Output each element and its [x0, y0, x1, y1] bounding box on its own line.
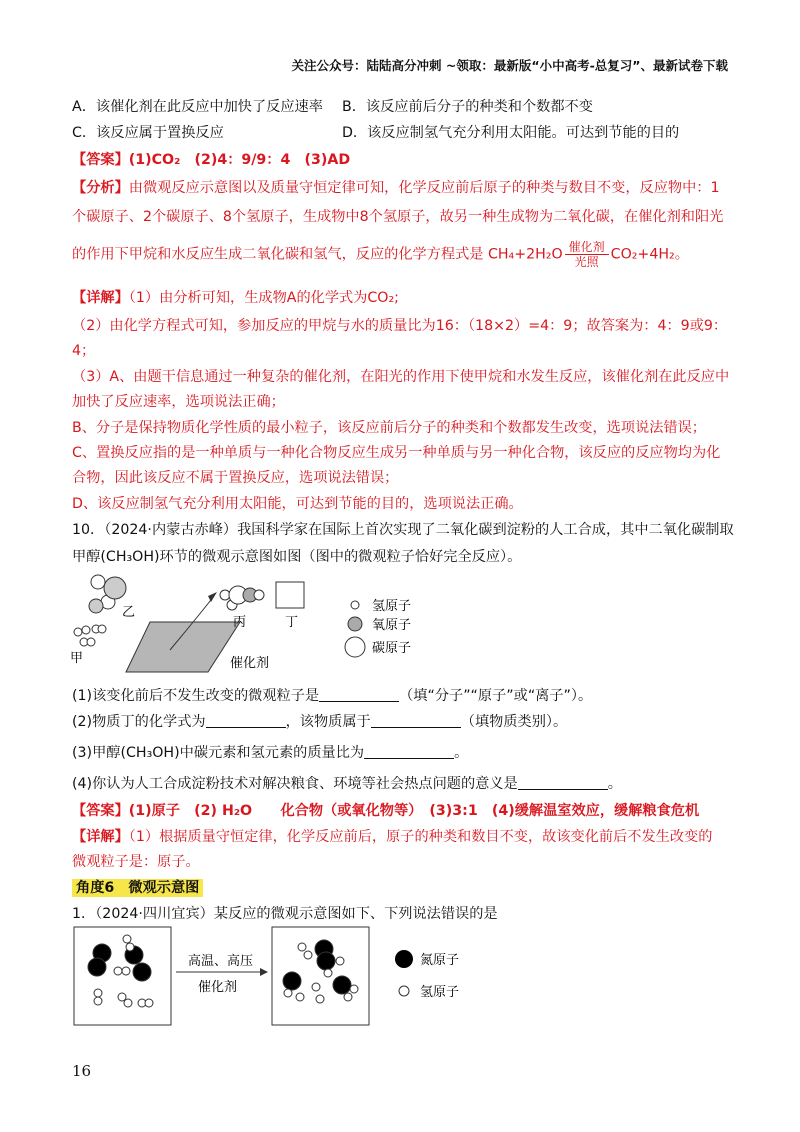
blank-2b[interactable]: [371, 713, 461, 728]
methanol-diagram: [70, 574, 470, 684]
q10-sub-3: (3)甲醇(CH₃OH)中碳元素和氢元素的质量比为 。: [72, 745, 469, 761]
blank-3[interactable]: [364, 744, 454, 759]
detail-1-line-7: C、置换反应指的是一种单质与一种化合物反应生成另一种单质与另一种化合物，该反应的反应物均为化: [72, 445, 721, 461]
answer-text: (1)CO₂ (2)4：9/9：4 (3)AD: [128, 152, 351, 168]
q10-sub-4: (4)你认为人工合成淀粉技术对解决粮食、环境等社会热点问题的意义是 。: [72, 776, 622, 792]
detail-1-line-1: 【详解】（1）由分析可知，生成物A的化学式为CO₂;: [72, 290, 399, 306]
option-a: A．该催化剂在此反应中加快了反应速率: [72, 99, 323, 115]
question-10-line-2: 甲醇(CH₃OH)环节的微观示意图如图（图中的微观粒子恰好完全反应）。: [72, 549, 522, 565]
legend-nitrogen: 氮原子: [420, 953, 460, 968]
option-b: B．该反应前后分子的种类和个数都不变: [342, 99, 593, 115]
label-ding: 丁: [285, 615, 299, 630]
legend-hydrogen-2: 氢原子: [420, 985, 460, 1000]
answer-1: [72, 150, 350, 170]
analysis-line-3: 的作用下甲烷和水反应生成二氧化碳和氢气，反应的化学方程式是 CH₄+2H₂O $\frac{\text{催化剂}}{\text{光照}}$ CO₂+4H₂。: [72, 240, 689, 269]
page-header: 关注公众号：陆陆高分冲刺 ~领取：最新版“小中高考-总复习”、最新试卷下载: [291, 58, 728, 73]
detail-1-line-3: 4；: [72, 343, 96, 359]
legend-oxygen: 氧原子: [372, 618, 412, 633]
label-yi: 乙: [122, 605, 136, 620]
legend-hydrogen: 氢原子: [372, 599, 412, 614]
blank-2a[interactable]: [206, 713, 286, 728]
condition-high-temp-pressure: 高温、高压: [188, 954, 254, 969]
detail-1-line-8: 合物，因此该反应不属于置换反应，选项说法错误；: [72, 470, 399, 486]
label-bing: 丙: [233, 615, 247, 630]
section-heading: 角度6 微观示意图: [72, 878, 203, 898]
detail-1-line-6: B、分子是保持物质化学性质的最小粒子，该反应前后分子的种类和个数都发生改变，选项说法错误；: [72, 420, 706, 436]
ammonia-diagram: [70, 925, 490, 1030]
label-jia: 甲: [70, 651, 84, 666]
analysis-line-1: 【分析】由微观反应示意图以及质量守恒定律可知，化学反应前后原子的种类与数目不变，反应物中：1: [72, 180, 720, 196]
detail-1-line-9: D、该反应制氢气充分利用太阳能，可达到节能的目的，选项说法正确。: [72, 496, 523, 512]
detail-1-line-2: （2）由化学方程式可知，参加反应的甲烷与水的质量比为16：（18×2）=4：9；故答案为：4：9或9：: [72, 318, 728, 334]
option-d: D．该反应制氢气充分利用太阳能。可达到节能的目的: [342, 125, 680, 141]
answer-2: 【答案】(1)原子 (2) H₂O 化合物（或氧化物等） (3)3:1 (4)缓解温室效应，缓解粮食危机: [72, 803, 700, 819]
blank-1[interactable]: [319, 687, 399, 702]
page-number: 16: [72, 1062, 92, 1080]
detail-1-line-4: （3）A、由题干信息通过一种复杂的催化剂，在阳光的作用下使甲烷和水发生反应，该催化剂在此反应中: [72, 369, 730, 385]
label-catalyst: 催化剂: [230, 656, 270, 671]
blank-4[interactable]: [518, 775, 608, 790]
analysis-label: 【分析】: [72, 180, 129, 196]
question-10-line-1: 10．（2024·内蒙古赤峰）我国科学家在国际上首次实现了二氧化碳到淀粉的人工合成，其中二氧化碳制取: [72, 522, 734, 538]
legend-carbon: 碳原子: [372, 641, 412, 656]
detail-2-line-1: 【详解】（1）根据质量守恒定律，化学反应前后，原子的种类和数目不变，故该变化前后不发生改变的: [72, 829, 713, 845]
analysis-line-2: 个碳原子、2个碳原子、8个氢原子，生成物中8个氢原子，故另一种生成物为二氧化碳，在催化剂和阳光: [72, 209, 724, 225]
question-1-line-1: 1．（2024·四川宜宾）某反应的微观示意图如下、下列说法错误的是: [72, 906, 498, 922]
q10-sub-2: (2)物质丁的化学式为 ，该物质属于 （填物质类别）。: [72, 714, 568, 730]
reaction-condition: $\frac{\text{催化剂}}{\text{光照}}$: [565, 240, 609, 269]
condition-catalyst: 催化剂: [198, 980, 238, 995]
detail-2-line-2: 微观粒子是：原子。: [72, 854, 200, 870]
detail-1-line-5: 加快了反应速率，选项说法正确；: [72, 394, 285, 410]
q10-sub-1: (1)该变化前后不发生改变的微观粒子是 （填“分子”“原子”或“离子”）。: [72, 688, 593, 704]
detail-label: 【详解】: [72, 290, 129, 306]
answer-label: 【答案】: [72, 152, 129, 168]
option-c: C．该反应属于置换反应: [72, 125, 224, 141]
